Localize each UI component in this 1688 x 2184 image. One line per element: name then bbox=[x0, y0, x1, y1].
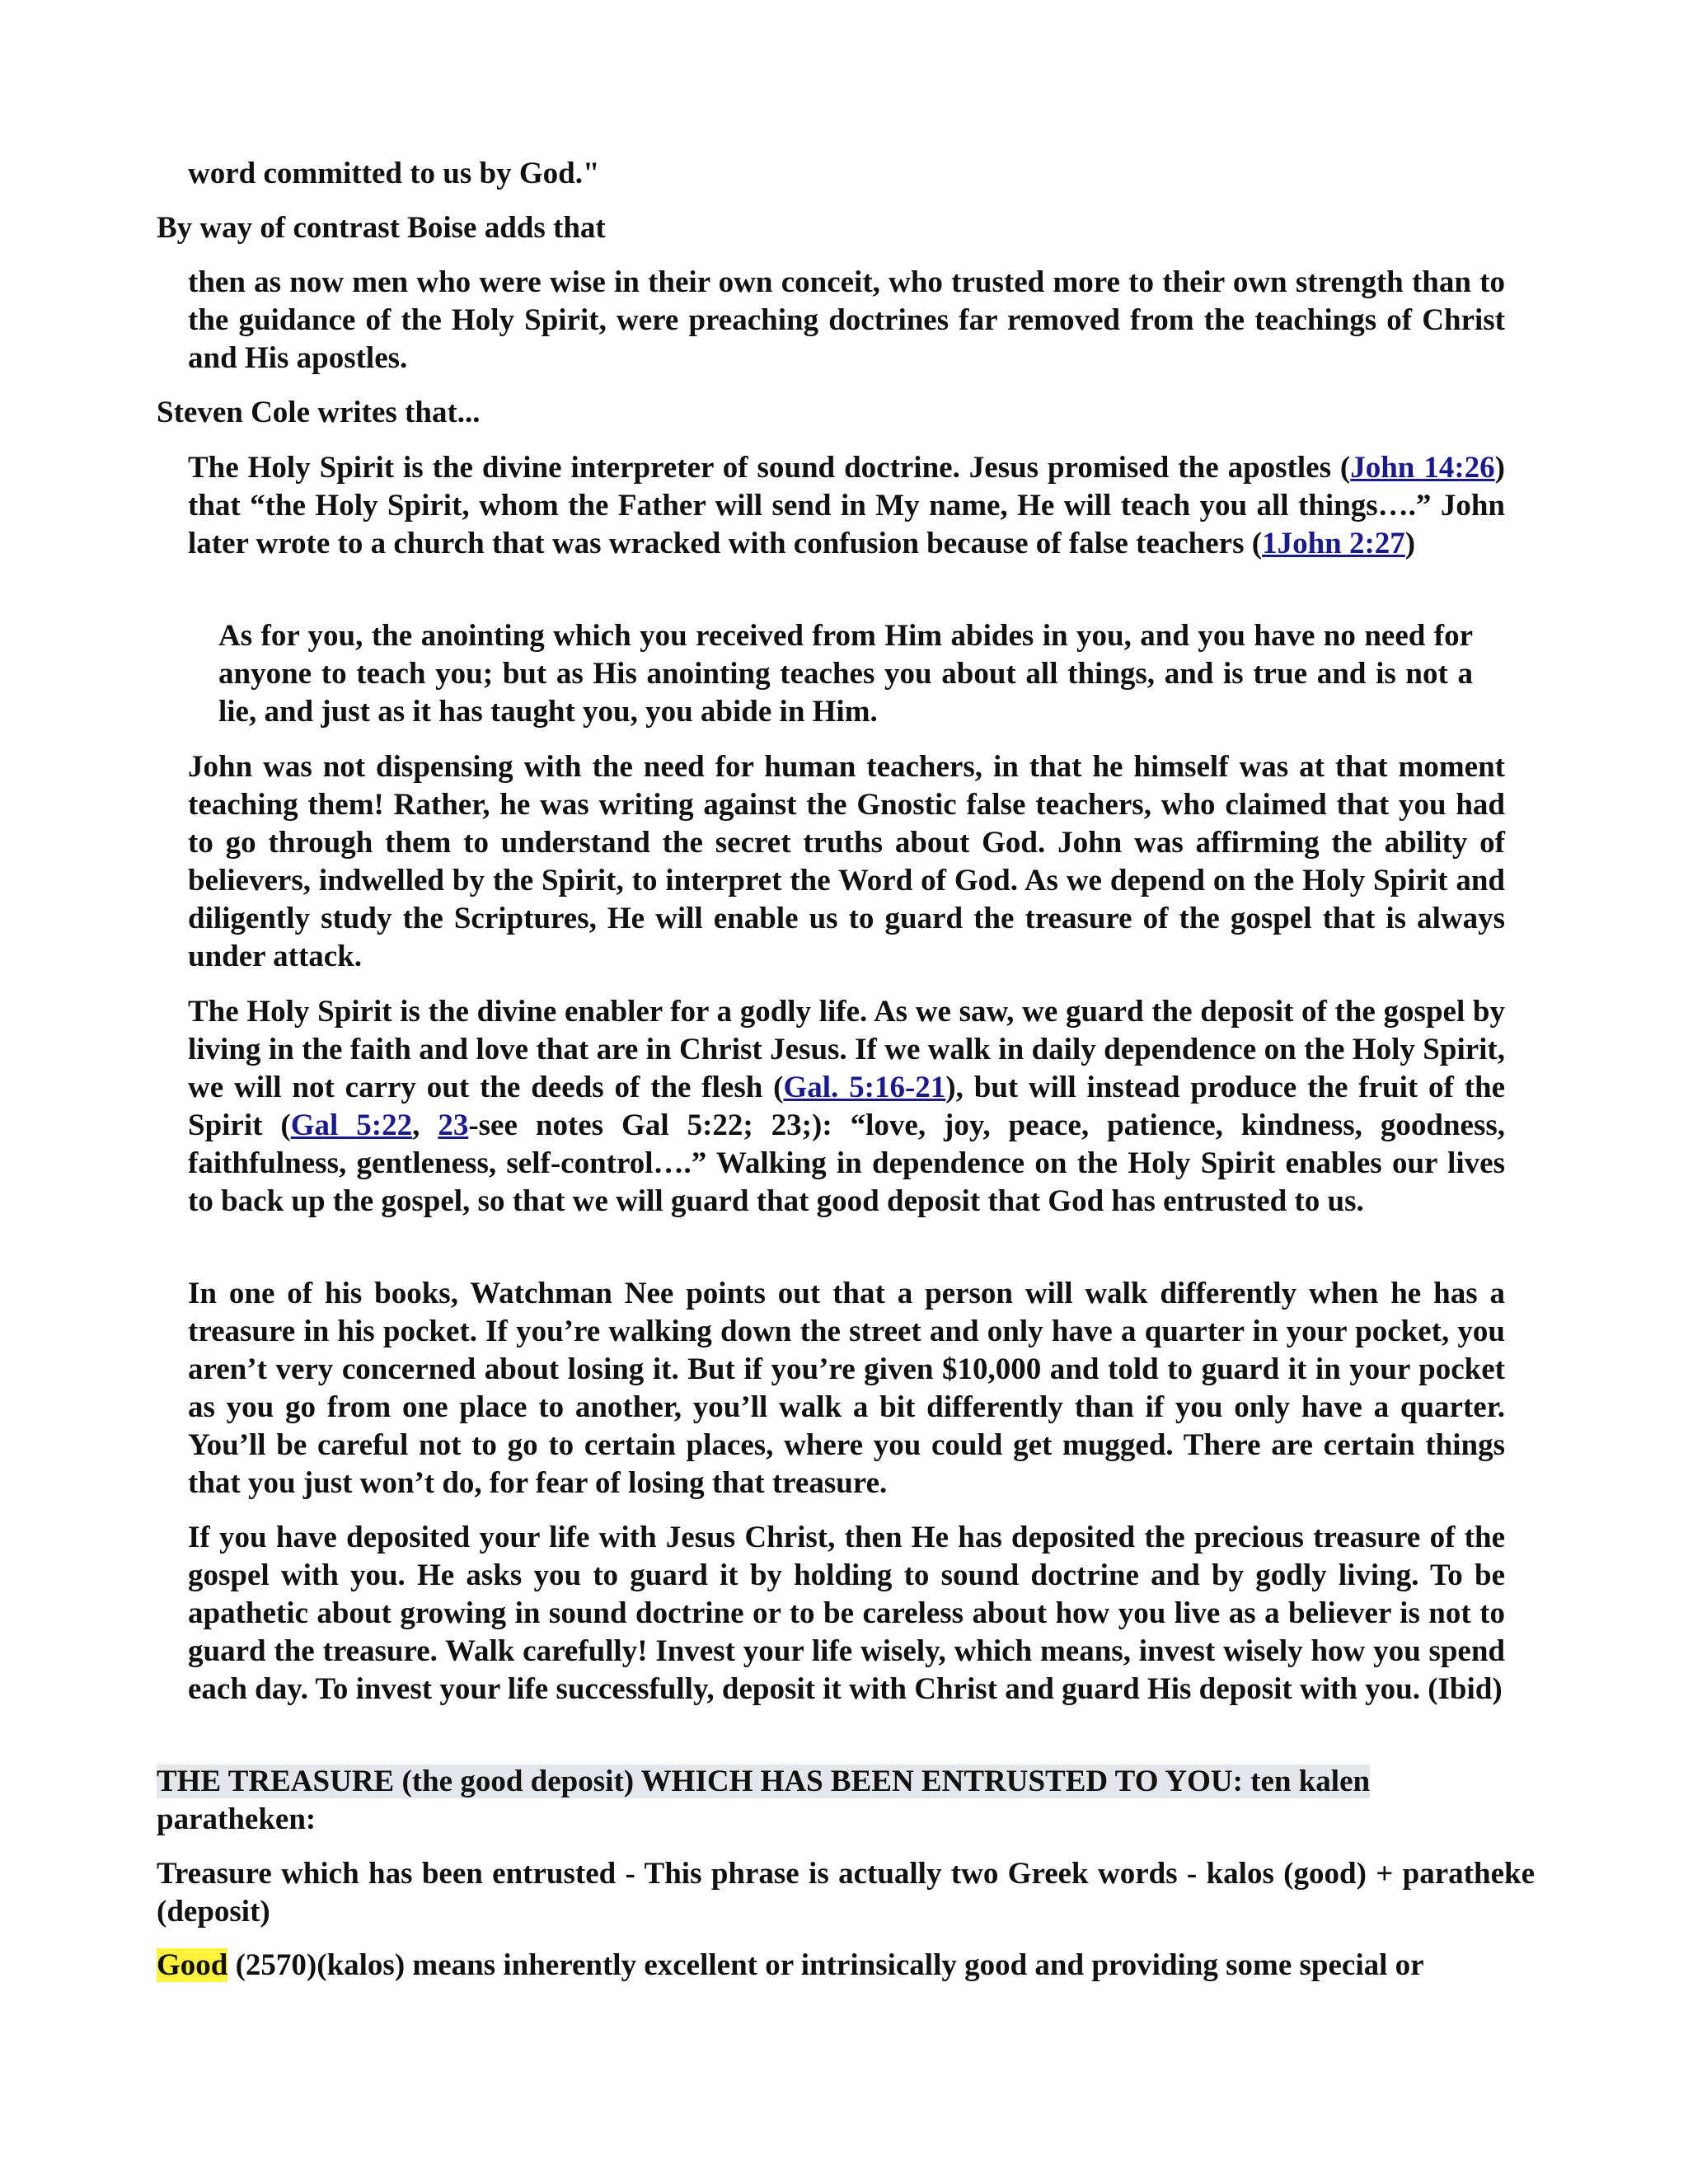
heading-continuation: paratheken: bbox=[157, 1802, 316, 1836]
paragraph-boise-intro: By way of contrast Boise adds that bbox=[157, 211, 606, 245]
heading-highlight: THE TREASURE (the good deposit) WHICH HAS BEEN ENTRUSTED TO YOU: ten kalen bbox=[157, 1765, 1371, 1798]
link-gal-5-16-21[interactable]: Gal. 5:16-21 bbox=[783, 1071, 946, 1104]
paragraph-watchman-nee: In one of his books, Watchman Nee points out that a person will walk differently when he has a treasure in his pocket. If you’re walking down the street and only have a quarter in your pocket, you aren’t very concerned about losing it. But if you’re given $10,000 and told to guard it in your pocket as you go from one place to another, you’ll walk a bit differently than if you only have a quarter. You’ll be careful not to go to certain places, where you could get mugged. There are certain things that you just won’t do, for fear of losing that treasure. bbox=[188, 1277, 1505, 1500]
paragraph-holy-spirit-interpreter bbox=[188, 449, 1505, 563]
text-run: The Holy Spirit is the divine interpreter of sound doctrine. Jesus promised the apostles ( bbox=[188, 451, 1351, 485]
text-run: The Holy Spirit is the divine enabler for a godly life. As we saw, we guard the deposit of the gospel by living in the faith and love that are in Christ Jesus. If we walk in daily dependence on the Holy Spirit, we will not carry out the deeds of the flesh ( bbox=[188, 995, 1505, 1104]
link-gal-5-22[interactable]: Gal 5:22 bbox=[290, 1108, 413, 1142]
link-gal-5-23[interactable]: 23 bbox=[438, 1108, 469, 1142]
link-1john-2-27[interactable]: 1John 2:27 bbox=[1262, 527, 1405, 560]
text-run: , bbox=[412, 1108, 438, 1142]
text-run: ), but will instead produce the fruit of the Spirit ( bbox=[188, 1071, 1506, 1142]
text-run: ) that “the Holy Spirit, whom the Father will send in My name, He will teach you all things….” John later wrote to a church that was wracked with confusion because of false teachers ( bbox=[188, 451, 1505, 560]
text-run: ) bbox=[1404, 527, 1416, 560]
paragraph-deposited-life: If you have deposited your life with Jesus Christ, then He has deposited the precious treasure of the gospel with you. He asks you to guard it by holding to sound doctrine and by godly living. To be apathetic about growing in sound doctrine or to be careless about how you live as a believer is not to guard the treasure. Walk carefully! Invest your life wisely, which means, invest wisely how you spend each day. To invest your life successfully, deposit it with Christ and guard His deposit with you. (Ibid) bbox=[188, 1521, 1505, 1706]
paragraph-boise-quote: then as now men who were wise in their own conceit, who trusted more to their own strength than to the guidance of the Holy Spirit, were preaching doctrines far removed from the teachings of Christ and His apostles. bbox=[188, 265, 1505, 375]
section-heading-treasure bbox=[157, 1763, 1535, 1839]
paragraph-holy-spirit-enabler bbox=[188, 993, 1505, 1221]
highlighted-word-good: Good bbox=[157, 1948, 228, 1982]
text-run: (2570)(kalos) means inherently excellent or intrinsically good and providing some special or bbox=[227, 1948, 1424, 1982]
paragraph-human-teachers: John was not dispensing with the need for human teachers, in that he himself was at that moment teaching them! Rather, he was writing against the Gnostic false teachers, who claimed that you had to go through them to understand the secret truths about God. John was affirming the ability of believers, indwelled by the Spirit, to interpret the Word of God. As we depend on the Holy Spirit and diligently study the Scriptures, He will enable us to guard the treasure of the gospel that is always under attack. bbox=[188, 750, 1505, 973]
paragraph-treasure-definition: Treasure which has been entrusted - This phrase is actually two Greek words - kalos (good) + paratheke (deposit) bbox=[157, 1857, 1535, 1929]
paragraph-cole-intro: Steven Cole writes that... bbox=[157, 396, 481, 429]
paragraph-quote-end: word committed to us by God." bbox=[188, 157, 600, 190]
text-run: -see notes Gal 5:22; 23;): “love, joy, peace, patience, kindness, goodness, faithfulness, gentleness, self-control….” Walking in dependence on the Holy Spirit enables our lives to back up the gospel, so that we will guard that good deposit that God has entrusted to us. bbox=[188, 1108, 1505, 1218]
paragraph-good-definition bbox=[157, 1947, 1535, 1985]
link-john-14-26[interactable]: John 14:26 bbox=[1350, 451, 1495, 485]
paragraph-anointing-quote: As for you, the anointing which you received from Him abides in you, and you have no need for anyone to teach you; but as His anointing teaches you about all things, and is true and is not a lie, and just as it has taught you, you abide in Him. bbox=[218, 619, 1473, 729]
